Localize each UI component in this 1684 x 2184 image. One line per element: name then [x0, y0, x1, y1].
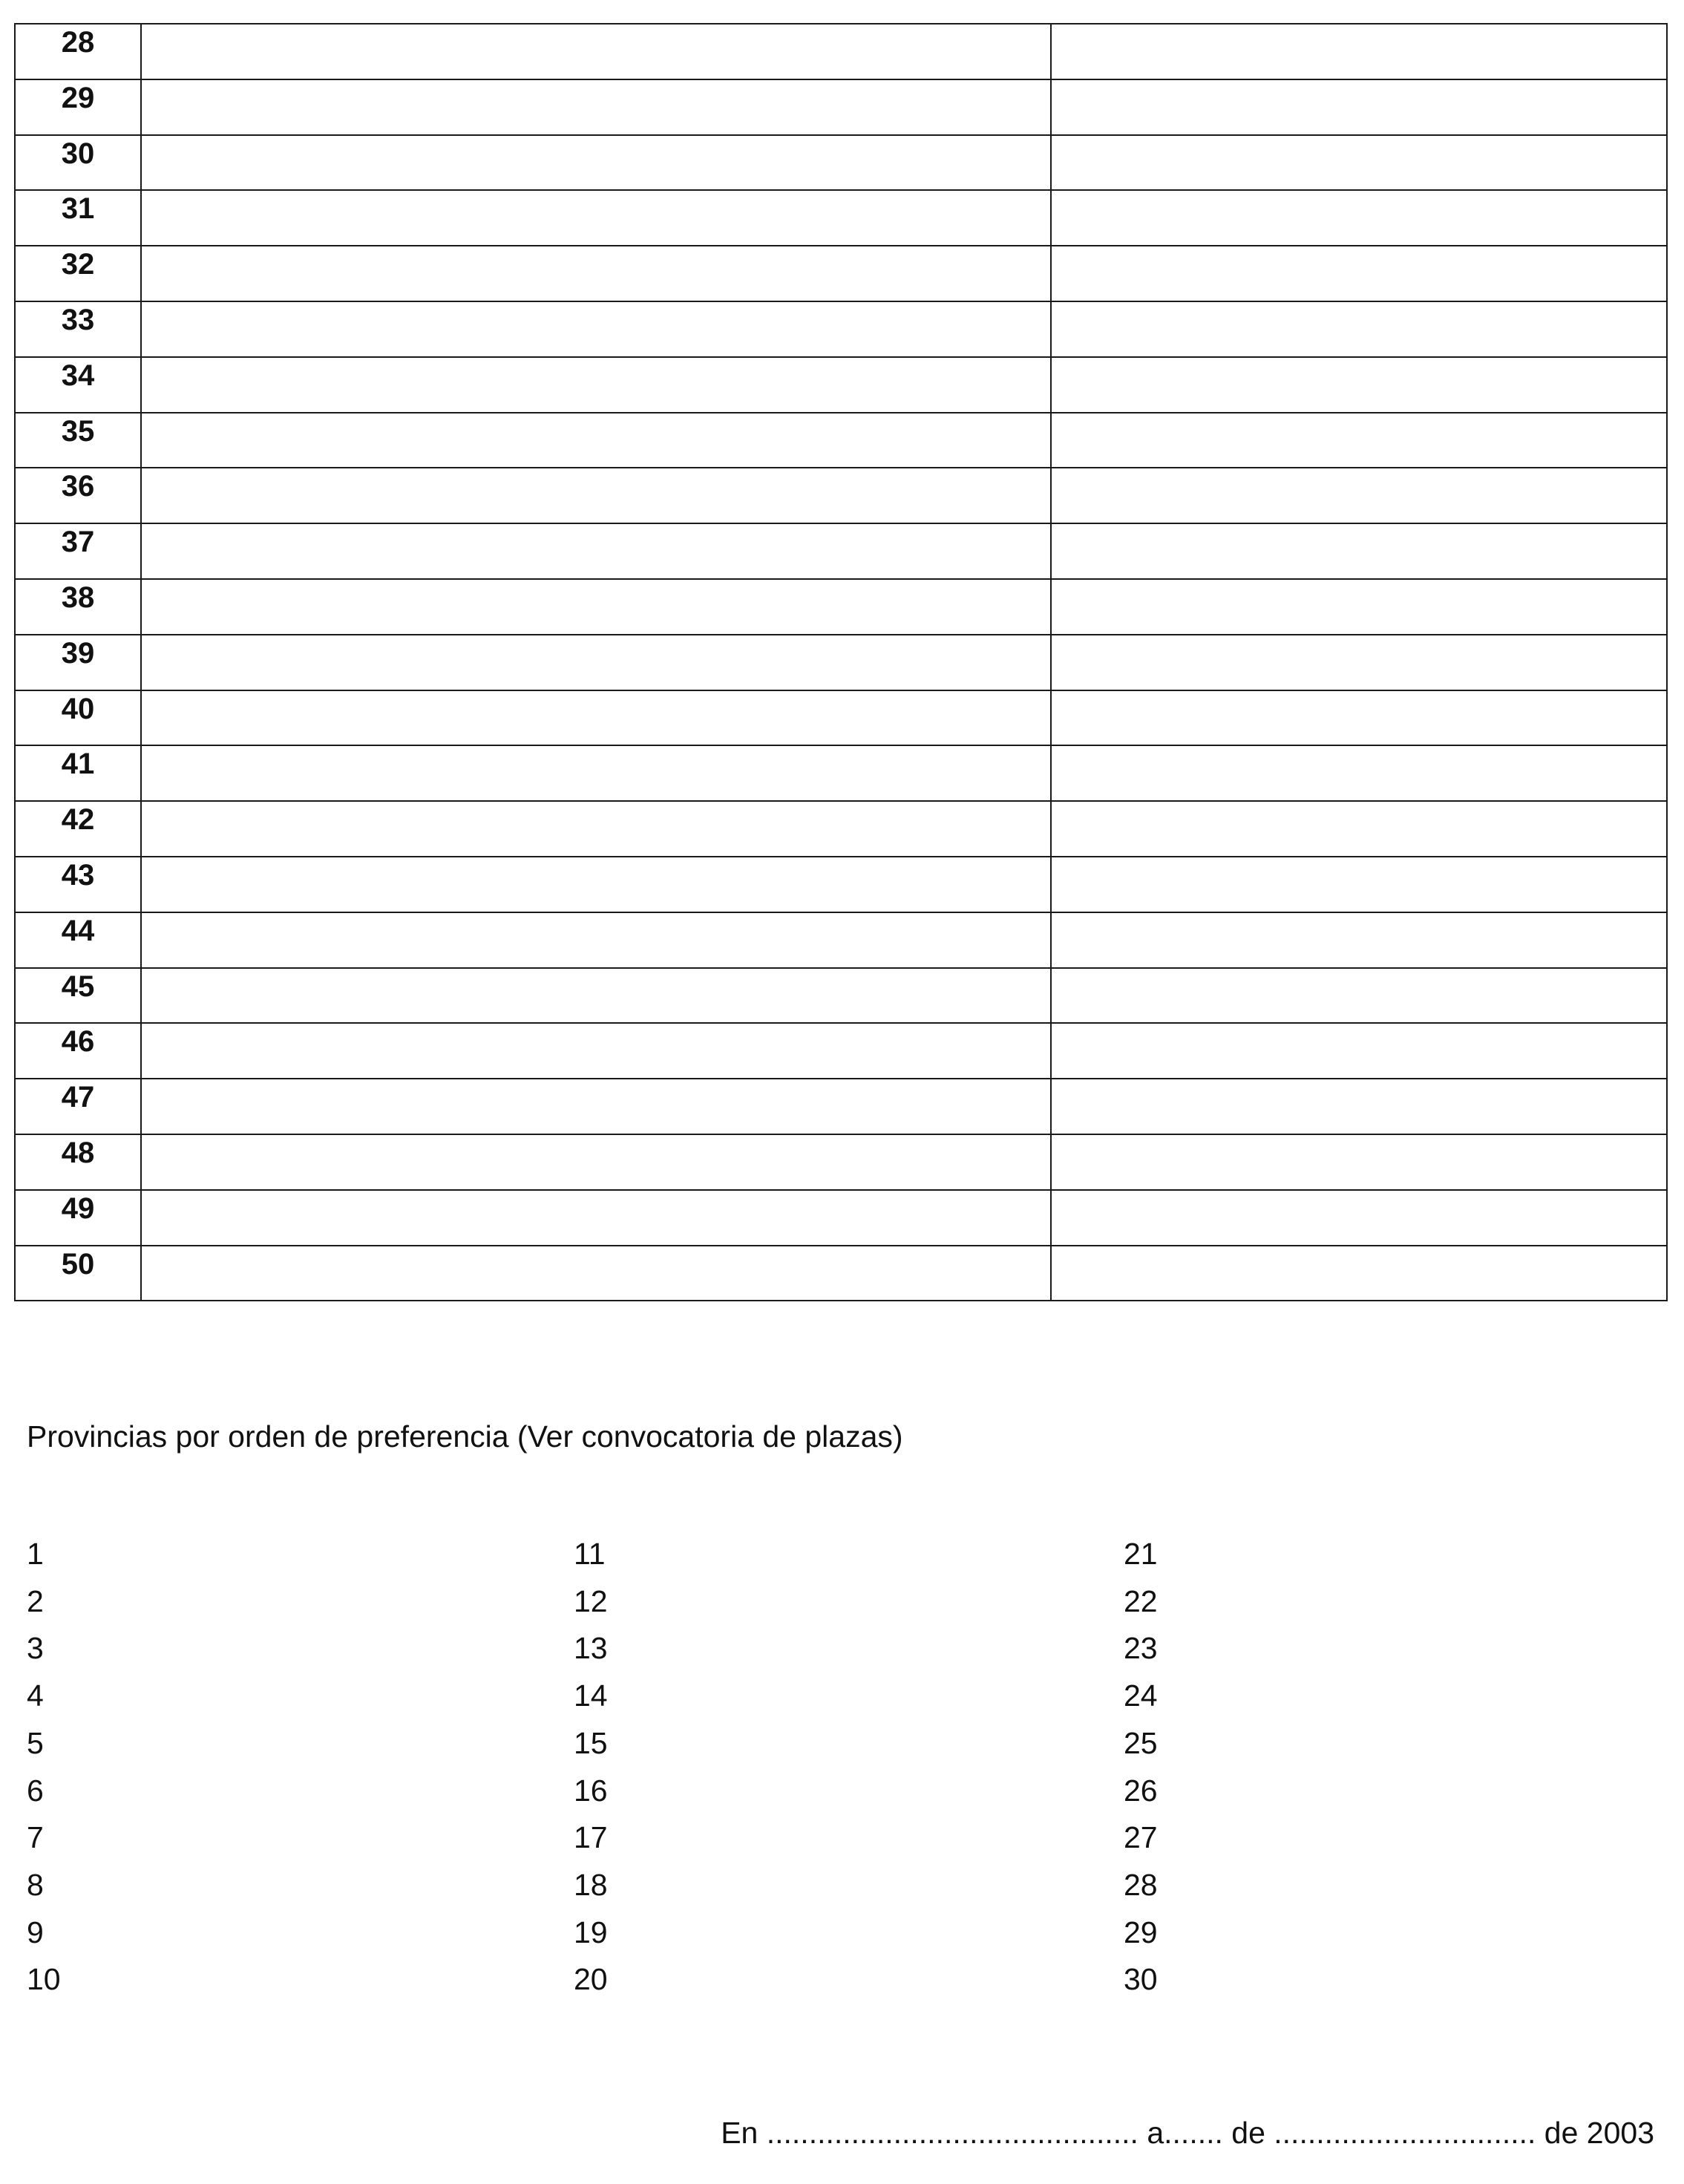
entry-cell-b[interactable]	[1051, 1023, 1667, 1079]
entry-cell-b[interactable]	[1051, 24, 1667, 79]
province-slot-number: 18	[574, 1867, 608, 1902]
table-row	[15, 301, 1667, 357]
provinces-column-3	[1124, 1531, 1158, 2004]
province-slot-number: 6	[27, 1773, 44, 1808]
province-slot-number: 19	[574, 1915, 608, 1949]
row-number: 30	[15, 135, 141, 191]
table-row	[15, 1134, 1667, 1190]
table-row	[15, 912, 1667, 968]
table-row	[15, 523, 1667, 579]
row-number: 36	[15, 468, 141, 523]
entry-cell-a[interactable]	[141, 413, 1051, 468]
entry-cell-a[interactable]	[141, 135, 1051, 191]
row-number: 37	[15, 523, 141, 579]
row-number: 35	[15, 413, 141, 468]
entry-cell-b[interactable]	[1051, 579, 1667, 635]
province-slot-number: 10	[27, 1962, 61, 1997]
entry-cell-a[interactable]	[141, 579, 1051, 635]
entry-cell-a[interactable]	[141, 635, 1051, 690]
table-row	[15, 857, 1667, 912]
entry-cell-a[interactable]	[141, 190, 1051, 246]
entry-cell-a[interactable]	[141, 745, 1051, 801]
entry-cell-a[interactable]	[141, 246, 1051, 301]
province-slot-number: 28	[1124, 1867, 1158, 1902]
province-slot-number: 24	[1124, 1678, 1158, 1713]
province-slot-number: 12	[574, 1583, 608, 1618]
entry-cell-a[interactable]	[141, 468, 1051, 523]
entry-cell-a[interactable]	[141, 968, 1051, 1024]
entry-cell-a[interactable]	[141, 1079, 1051, 1134]
entry-cell-a[interactable]	[141, 79, 1051, 135]
entry-cell-a[interactable]	[141, 1023, 1051, 1079]
entry-cell-b[interactable]	[1051, 357, 1667, 413]
province-slot-number: 16	[574, 1773, 608, 1808]
row-number: 46	[15, 1023, 141, 1079]
entry-cell-b[interactable]	[1051, 246, 1667, 301]
table-row	[15, 690, 1667, 746]
table-row	[15, 246, 1667, 301]
province-slot-number: 17	[574, 1820, 608, 1855]
row-number: 48	[15, 1134, 141, 1190]
row-number: 41	[15, 745, 141, 801]
province-slot-number: 27	[1124, 1820, 1158, 1855]
entry-cell-a[interactable]	[141, 523, 1051, 579]
entry-cell-a[interactable]	[141, 801, 1051, 857]
entry-cell-b[interactable]	[1051, 745, 1667, 801]
entry-cell-b[interactable]	[1051, 190, 1667, 246]
province-slot-number: 30	[1124, 1962, 1158, 1997]
row-number: 47	[15, 1079, 141, 1134]
table-row	[15, 190, 1667, 246]
row-number: 33	[15, 301, 141, 357]
row-number: 44	[15, 912, 141, 968]
entry-cell-b[interactable]	[1051, 1134, 1667, 1190]
table-row	[15, 24, 1667, 79]
entry-cell-b[interactable]	[1051, 801, 1667, 857]
entry-cell-a[interactable]	[141, 1190, 1051, 1246]
entry-cell-a[interactable]	[141, 357, 1051, 413]
entry-cell-b[interactable]	[1051, 523, 1667, 579]
table-row	[15, 1079, 1667, 1134]
row-number: 38	[15, 579, 141, 635]
provinces-heading: Provincias por orden de preferencia (Ver convocatoria de plazas)	[27, 1419, 903, 1454]
row-number: 43	[15, 857, 141, 912]
entry-cell-a[interactable]	[141, 301, 1051, 357]
row-number: 45	[15, 968, 141, 1024]
table-row	[15, 1190, 1667, 1246]
row-number: 29	[15, 79, 141, 135]
table-row	[15, 745, 1667, 801]
row-number: 34	[15, 357, 141, 413]
table-row	[15, 357, 1667, 413]
entry-cell-b[interactable]	[1051, 635, 1667, 690]
entry-cell-b[interactable]	[1051, 968, 1667, 1024]
entry-cell-b[interactable]	[1051, 301, 1667, 357]
provinces-column-2	[574, 1531, 608, 2004]
province-slot-number: 14	[574, 1678, 608, 1713]
province-slot-number: 29	[1124, 1915, 1158, 1949]
entry-cell-b[interactable]	[1051, 468, 1667, 523]
province-slot-number: 7	[27, 1820, 44, 1855]
table-row	[15, 1246, 1667, 1301]
entry-cell-b[interactable]	[1051, 857, 1667, 912]
province-slot-number: 11	[574, 1537, 606, 1571]
entry-cell-b[interactable]	[1051, 1190, 1667, 1246]
entry-cell-a[interactable]	[141, 24, 1051, 79]
row-number: 32	[15, 246, 141, 301]
entry-cell-a[interactable]	[141, 857, 1051, 912]
preferences-form-table	[14, 23, 1668, 1301]
entry-cell-b[interactable]	[1051, 690, 1667, 746]
province-slot-number: 2	[27, 1583, 44, 1618]
entry-cell-b[interactable]	[1051, 413, 1667, 468]
row-number: 31	[15, 190, 141, 246]
table-row	[15, 413, 1667, 468]
table-row	[15, 579, 1667, 635]
province-slot-number: 20	[574, 1962, 608, 1997]
province-slot-number: 22	[1124, 1583, 1158, 1618]
province-slot-number: 8	[27, 1867, 44, 1902]
row-number: 50	[15, 1246, 141, 1301]
entry-cell-a[interactable]	[141, 690, 1051, 746]
table-row	[15, 135, 1667, 191]
row-number: 39	[15, 635, 141, 690]
entry-cell-b[interactable]	[1051, 1079, 1667, 1134]
province-slot-number: 26	[1124, 1773, 1158, 1808]
province-slot-number: 5	[27, 1725, 44, 1760]
entry-cell-b[interactable]	[1051, 1246, 1667, 1301]
table-row	[15, 801, 1667, 857]
entry-cell-a[interactable]	[141, 912, 1051, 968]
entry-cell-b[interactable]	[1051, 79, 1667, 135]
entry-cell-a[interactable]	[141, 1246, 1051, 1301]
province-slot-number: 21	[1124, 1537, 1158, 1571]
provinces-column-1	[27, 1531, 61, 2004]
entry-cell-b[interactable]	[1051, 135, 1667, 191]
table-row	[15, 79, 1667, 135]
province-slot-number: 15	[574, 1725, 608, 1760]
table-row	[15, 468, 1667, 523]
row-number: 42	[15, 801, 141, 857]
province-slot-number: 4	[27, 1678, 44, 1713]
province-slot-number: 9	[27, 1915, 44, 1949]
province-slot-number: 1	[27, 1537, 44, 1571]
table-row	[15, 968, 1667, 1024]
province-slot-number: 23	[1124, 1631, 1158, 1666]
province-slot-number: 13	[574, 1631, 608, 1666]
row-number: 40	[15, 690, 141, 746]
entry-cell-a[interactable]	[141, 1134, 1051, 1190]
signature-date-line: En ............................................ a....... de ............................... de 2003	[721, 2116, 1654, 2150]
province-slot-number: 3	[27, 1631, 44, 1666]
entry-cell-b[interactable]	[1051, 912, 1667, 968]
table-row	[15, 1023, 1667, 1079]
row-number: 28	[15, 24, 141, 79]
row-number: 49	[15, 1190, 141, 1246]
table-row	[15, 635, 1667, 690]
province-slot-number: 25	[1124, 1725, 1158, 1760]
